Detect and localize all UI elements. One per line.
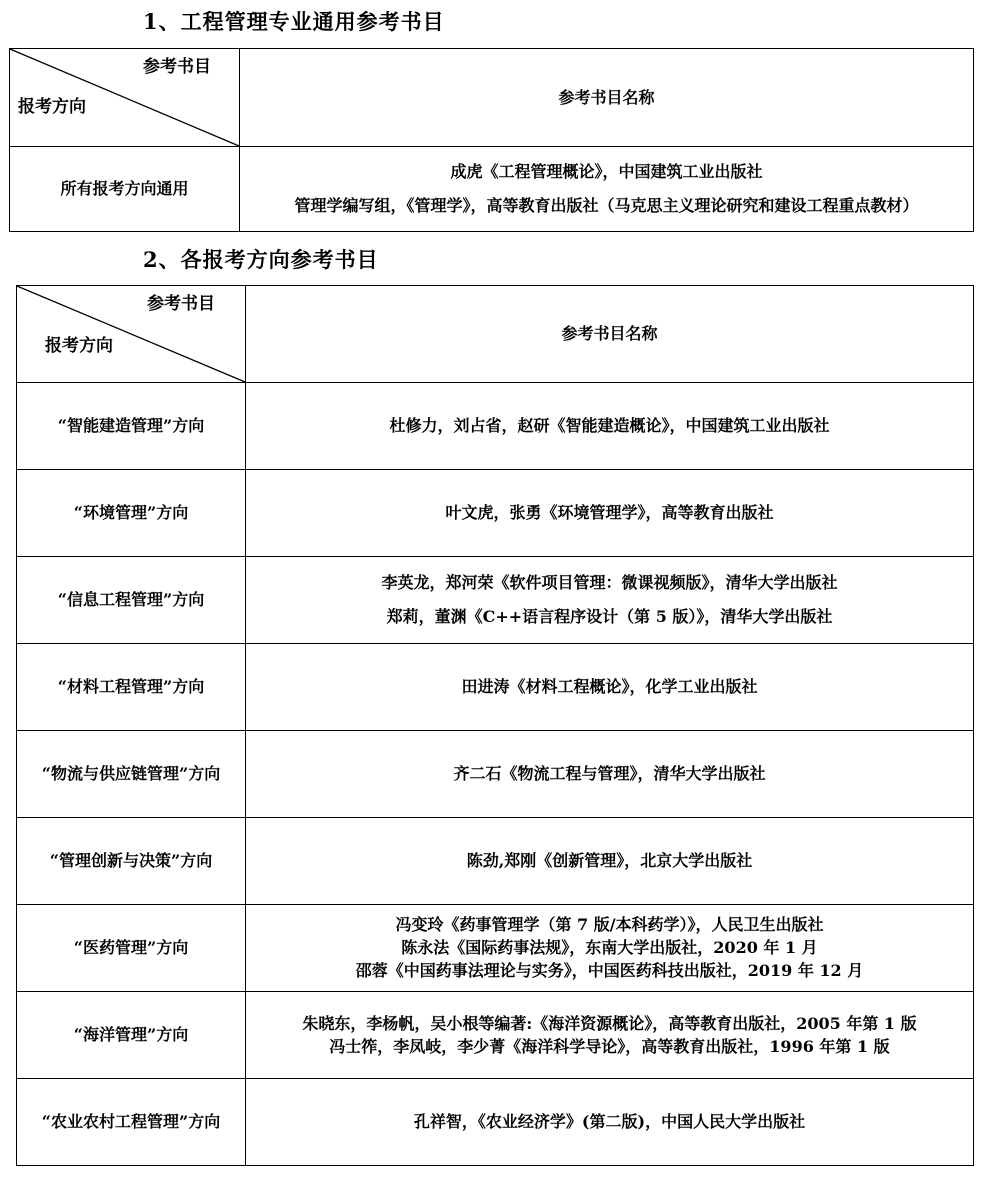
book-entry: 朱晓东，李杨帆，吴小根等编著:《海洋资源概论》，高等教育出版社，2005 年第 1 版 [302, 1013, 917, 1033]
table-row [17, 731, 974, 818]
books-header-cell: 参考书目名称 [240, 49, 974, 147]
book-entry: 郑莉，董渊《C++语言程序设计（第 5 版）》，清华大学出版社 [386, 607, 833, 626]
book-entry: 成虎《工程管理概论》，中国建筑工业出版社 [450, 162, 763, 181]
direction-cell: “材料工程管理”方向 [17, 644, 246, 731]
book-entry: 孔祥智，《农业经济学》(第二版)，中国人民大学出版社 [413, 1112, 806, 1131]
books-cell [246, 470, 974, 557]
book-entry: 齐二石《物流工程与管理》，清华大学出版社 [453, 764, 766, 783]
table-row [17, 470, 974, 557]
table-row [17, 644, 974, 731]
diagonal-header-cell [10, 49, 240, 147]
table-row [17, 1079, 974, 1166]
direction-cell: 所有报考方向通用 [10, 147, 240, 232]
table-header-row [10, 49, 974, 147]
book-entry: 杜修力，刘占省，赵研《智能建造概论》，中国建筑工业出版社 [389, 416, 830, 435]
books-cell [246, 1079, 974, 1166]
direction-cell: “环境管理”方向 [17, 470, 246, 557]
diag-label-books: 参考书目 [143, 57, 211, 77]
direction-cell: “信息工程管理”方向 [17, 557, 246, 644]
section-2-title: 2、各报考方向参考书目 [143, 247, 379, 272]
table-row [17, 383, 974, 470]
book-entry: 管理学编写组，《管理学》，高等教育出版社（马克思主义理论研究和建设工程重点教材） [294, 196, 919, 215]
books-cell [246, 557, 974, 644]
direction-cell: “管理创新与决策”方向 [17, 818, 246, 905]
section-1-title: 1、工程管理专业通用参考书目 [143, 9, 445, 34]
table-row [17, 557, 974, 644]
book-entry: 陈永法《国际药事法规》，东南大学出版社，2020 年 1 月 [401, 938, 818, 957]
books-cell [246, 992, 974, 1079]
books-cell [246, 383, 974, 470]
table-header-row [17, 286, 974, 383]
books-cell [246, 644, 974, 731]
books-header-cell: 参考书目名称 [246, 286, 974, 383]
direction-reference-table [16, 285, 974, 1166]
table-row [17, 992, 974, 1079]
book-entry: 邵蓉《中国药事法理论与实务》，中国医药科技出版社，2019 年 12 月 [355, 961, 864, 980]
direction-cell: “农业农村工程管理”方向 [17, 1079, 246, 1166]
direction-cell: “物流与供应链管理”方向 [17, 731, 246, 818]
books-cell [246, 905, 974, 992]
book-entry: 李英龙，郑河荣《软件项目管理：微课视频版》，清华大学出版社 [381, 573, 838, 592]
diag-label-books: 参考书目 [147, 294, 215, 314]
book-entry: 冯士筰，李凤岐，李少菁《海洋科学导论》，高等教育出版社，1996 年第 1 版 [329, 1036, 890, 1056]
diag-label-direction: 报考方向 [18, 97, 86, 117]
book-entry: 田进涛《材料工程概论》，化学工业出版社 [461, 677, 758, 696]
direction-cell: “医药管理”方向 [17, 905, 246, 992]
diag-label-direction: 报考方向 [45, 336, 113, 356]
book-entry: 陈劲,郑刚《创新管理》，北京大学出版社 [466, 851, 753, 870]
diagonal-header-cell [17, 286, 246, 383]
table-row [17, 818, 974, 905]
table-row [17, 905, 974, 992]
general-reference-table [9, 48, 974, 232]
direction-cell: “智能建造管理”方向 [17, 383, 246, 470]
book-entry: 叶文虎，张勇《环境管理学》，高等教育出版社 [445, 503, 774, 522]
book-entry: 冯变玲《药事管理学（第 7 版/本科药学）》，人民卫生出版社 [395, 915, 824, 934]
direction-cell: “海洋管理”方向 [17, 992, 246, 1079]
table-row [10, 147, 974, 232]
books-cell [246, 818, 974, 905]
books-cell [246, 731, 974, 818]
books-cell [240, 147, 974, 232]
